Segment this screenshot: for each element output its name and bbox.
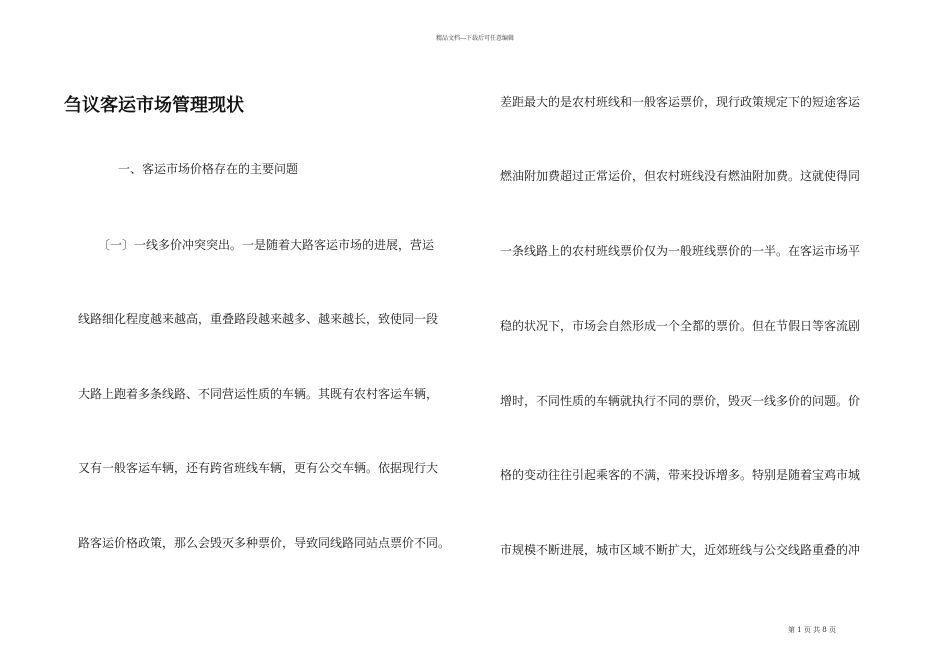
body-line: 路客运价格政策，那么会毁灭多种票价，导致同线路同站点票价不同。 bbox=[78, 536, 451, 550]
page-header: 精品文档---下载后可任意编辑 bbox=[435, 35, 515, 42]
body-line: 大路上跑着多条线路、不同营运性质的车辆。其既有农村客运车辆， bbox=[78, 387, 439, 401]
body-line: 增时，不同性质的车辆就执行不同的票价，毁灭一线多价的问题。价 bbox=[500, 394, 861, 408]
section-heading: 一、客运市场价格存在的主要问题 bbox=[118, 162, 299, 176]
body-line: 格的变动往往引起乘客的不满，带来投诉增多。特别是随着宝鸡市城 bbox=[500, 468, 861, 482]
body-line: 市规模不断进展，城市区域不断扩大，近郊班线与公交线路重叠的冲 bbox=[500, 543, 861, 557]
body-line: 燃油附加费超过正常运价，但农村班线没有燃油附加费。这就使得同 bbox=[500, 169, 861, 183]
body-line: 稳的状况下，市场会自然形成一个全都的票价。但在节假日等客流剧 bbox=[500, 319, 861, 333]
body-line: 线路细化程度越来越高，重叠路段越来越多、越来越长，致使同一段 bbox=[78, 312, 439, 326]
document-title: 刍议客运市场管理现状 bbox=[64, 95, 244, 116]
body-line: 又有一般客运车辆，还有跨省班线车辆，更有公交车辆。依据现行大 bbox=[78, 461, 439, 475]
body-line: 〔一〕一线多价冲突突出。一是随着大路客运市场的进展，营运 bbox=[98, 238, 435, 252]
body-line: 差距最大的是农村班线和一般客运票价，现行政策规定下的短途客运 bbox=[500, 95, 861, 109]
body-line: 一条线路上的农村班线票价仅为一般班线票价的一半。在客运市场平 bbox=[500, 244, 861, 258]
page-number: 第 1 页 共 8 页 bbox=[787, 626, 836, 634]
